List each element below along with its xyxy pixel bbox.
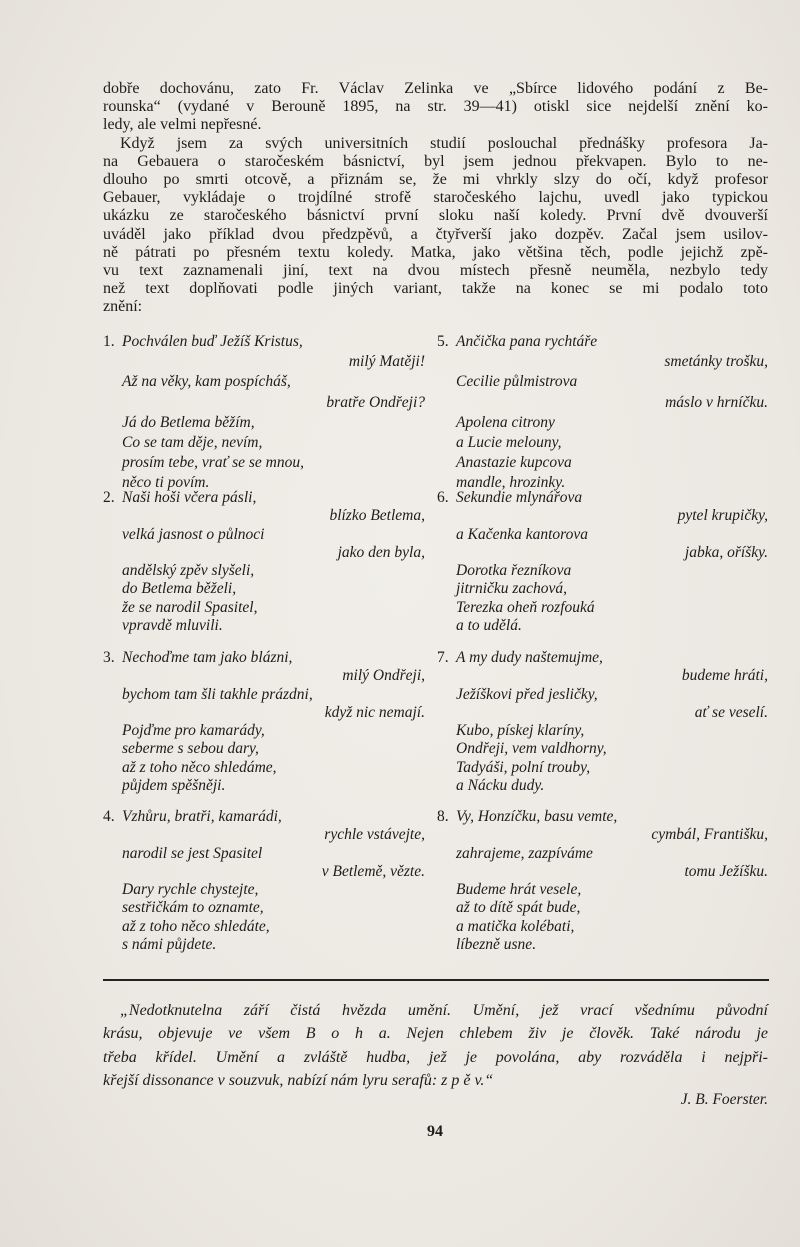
verse-line: Anastazie kupcova (456, 454, 572, 472)
verse-line: Dorotka řezníkova (456, 562, 572, 580)
verse-line: v Betlemě, vězte. (321, 862, 425, 880)
verse-line: rychle vstávejte, (324, 826, 425, 844)
verse-line: a Kačenka kantorova (456, 525, 588, 543)
verse-line: mandle, hrozinky. (456, 474, 566, 492)
verse-line: vpravdě mluvili. (122, 617, 223, 635)
verse-line: Cecilie půlmistrova (456, 373, 578, 391)
verse-line: Vzhůru, bratři, kamarádi, (122, 808, 282, 825)
verse-line: ať se veselí. (694, 703, 768, 721)
verse-number: 3. (103, 649, 115, 666)
verse-line: Naši hoši včera pásli, (122, 489, 257, 506)
verse-line: smetánky trošku, (664, 353, 768, 371)
verse-line: A my dudy naštemujme, (456, 649, 603, 666)
verse-stanza (103, 489, 425, 635)
verse-line: máslo v hrníčku. (665, 393, 768, 411)
verse-line: Ančička pana rychtáře (456, 333, 598, 350)
verse-line: Budeme hrát vesele, (456, 881, 582, 899)
verse-line: a Nácku dudy. (456, 777, 545, 795)
separator-rule (103, 979, 769, 981)
body-line: znění: (103, 298, 143, 316)
verse-line: Terezka oheň rozfouká (456, 598, 595, 616)
verse-number: 2. (103, 489, 115, 506)
verse-number: 7. (437, 649, 449, 666)
verse-line: andělský zpěv slyšeli, (122, 562, 255, 580)
verse-line: bychom tam šli takhle prázdni, (122, 685, 313, 703)
verse-line: Kubo, pískej klaríny, (456, 722, 585, 740)
verse-line: a matička kolébati, (456, 917, 575, 935)
body-line: na Gebauera o staročeském básnictví, byl jsem jednou překvapen. Bylo to ne- (103, 152, 768, 170)
verse-number: 6. (437, 489, 449, 506)
verse-stanza (437, 808, 768, 954)
verse-line: Apolena citrony (456, 413, 555, 431)
verse-line: a to udělá. (456, 617, 522, 635)
quote-author: J. B. Foerster. (680, 1091, 768, 1108)
verse-line: blízko Betlema, (329, 507, 425, 525)
body-line: Když jsem za svých universitních studií poslouchal přednášky profesora Ja- (120, 134, 768, 152)
verse-line: líbezně usne. (456, 936, 537, 954)
body-line: vu text zaznamenali jiní, text na dvou místech přesně neuměla, nezbylo tedy (103, 262, 768, 280)
body-line: dlouho po smrti otcově, a přiznám se, že mi vhrkly slzy do očí, když profesor (103, 171, 768, 189)
body-paragraphs (103, 80, 768, 317)
verse-line: jitrničku zachová, (456, 580, 568, 598)
verse-line: Pochválen buď Ježíš Kristus, (122, 333, 303, 350)
verse-stanza (103, 649, 425, 795)
verse-line: pytel krupičky, (677, 507, 768, 525)
verse-stanza (437, 489, 768, 635)
verse-line: bratře Ondřeji? (326, 393, 425, 411)
foerster-quote (103, 999, 768, 1092)
verse-stanza (437, 649, 768, 795)
verse-line: Dary rychle chystejte, (122, 881, 259, 899)
verse-line: do Betlema běželi, (122, 580, 237, 598)
verse-number: 4. (103, 808, 115, 825)
quote-line: krásu, objevuje ve všem B o h a. Nejen chlebem živ je člověk. Také národu je (103, 1025, 768, 1043)
verse-line: Ježíškovi před jesličky, (456, 685, 598, 703)
verse-line: Vy, Honzíčku, basu vemte, (456, 808, 618, 825)
verse-line: Až na věky, kam pospícháš, (122, 373, 291, 391)
body-line: Gebauer, vykládaje o trojdílné strofě staročeského lajchu, uvedl jako typickou (103, 189, 768, 207)
body-line: ně pátrati po přesném textu koledy. Matka, jako většina těch, podle jejichž zpě- (103, 243, 768, 261)
body-line: dobře dochovánu, zato Fr. Václav Zelinka ve „Sbírce lidového podání z Be- (103, 80, 768, 97)
body-line: uváděl jako příklad dvou předzpěvů, a čtyřverší jako dozpěv. Začal jsem usilov- (103, 225, 768, 243)
body-line: ukázku ze staročeského básnictví první sloku naší koledy. První dvě dvouverší (103, 207, 768, 225)
verse-line: tomu Ježíšku. (684, 862, 768, 880)
verse-line: Sekundie mlynářova (456, 489, 583, 506)
body-line: než text doplňovati podle jiných variant, takže na konec se mi podalo toto (103, 280, 768, 298)
verse-line: půjdem spěšněji. (122, 777, 226, 795)
verse-line: až z toho něco shledáte, (122, 917, 270, 935)
page-number: 94 (427, 1123, 443, 1140)
verse-line: až z toho něco shledáme, (122, 758, 277, 776)
verse-number: 1. (103, 333, 115, 350)
verse-line: Tadyáši, polní trouby, (456, 758, 591, 776)
verse-line: milý Ondřeji, (342, 667, 425, 685)
verse-line: Co se tam děje, nevím, (122, 434, 263, 452)
verse-line: že se narodil Spasitel, (122, 598, 258, 616)
verse-line: Nechoďme tam jako blázni, (122, 649, 293, 666)
verse-line: jabka, oříšky. (684, 543, 768, 561)
body-line: ledy, ale velmi nepřesné. (103, 116, 262, 134)
verse-number: 5. (437, 333, 449, 350)
quote-line: „Nedotknutelna září čistá hvězda umění. Umění, jež vrací všednímu původní (120, 1002, 768, 1019)
verse-line: budeme hráti, (681, 667, 768, 685)
verse-line: když nic nemají. (324, 703, 425, 721)
verse-line: narodil se jest Spasitel (122, 844, 263, 862)
verse-line: milý Matěji! (348, 353, 425, 371)
verse-stanza (437, 332, 768, 494)
verse-line: Já do Betlema běžím, (122, 413, 255, 431)
verse-stanza (103, 808, 425, 954)
body-line: rounska“ (vydané v Berouně 1895, na str. 39—41) otiskl sice nejdelší znění ko- (103, 98, 768, 116)
verse-line: sestřičkám to oznamte, (122, 899, 264, 917)
verse-line: cymbál, Františku, (651, 826, 768, 844)
verse-line: Ondřeji, vem valdhorny, (456, 740, 607, 758)
verse-line: Pojďme pro kamarády, (122, 722, 265, 740)
quote-line: křejší dissonance v souzvuk, nabízí nám lyru serafů: z p ě v.“ (103, 1071, 494, 1089)
verse-line: něco ti povím. (122, 474, 210, 492)
verse-line: seberme s sebou dary, (122, 740, 259, 758)
verse-line: jako den byla, (337, 543, 425, 561)
verse-stanza (103, 332, 425, 494)
verse-line: prosím tebe, vrať se se mnou, (122, 454, 304, 472)
verse-number: 8. (437, 808, 449, 825)
verse-line: s námi půjdete. (122, 936, 217, 954)
verse-line: až to dítě spát bude, (456, 899, 581, 917)
quote-line: třeba křídel. Umění a zvláště hudba, jež je povolána, aby rozváděla i nejpři- (103, 1048, 768, 1066)
verse-line: velká jasnost o půlnoci (122, 525, 265, 543)
verse-line: a Lucie melouny, (456, 434, 562, 452)
verse-line: zahrajeme, zazpíváme (456, 844, 593, 862)
